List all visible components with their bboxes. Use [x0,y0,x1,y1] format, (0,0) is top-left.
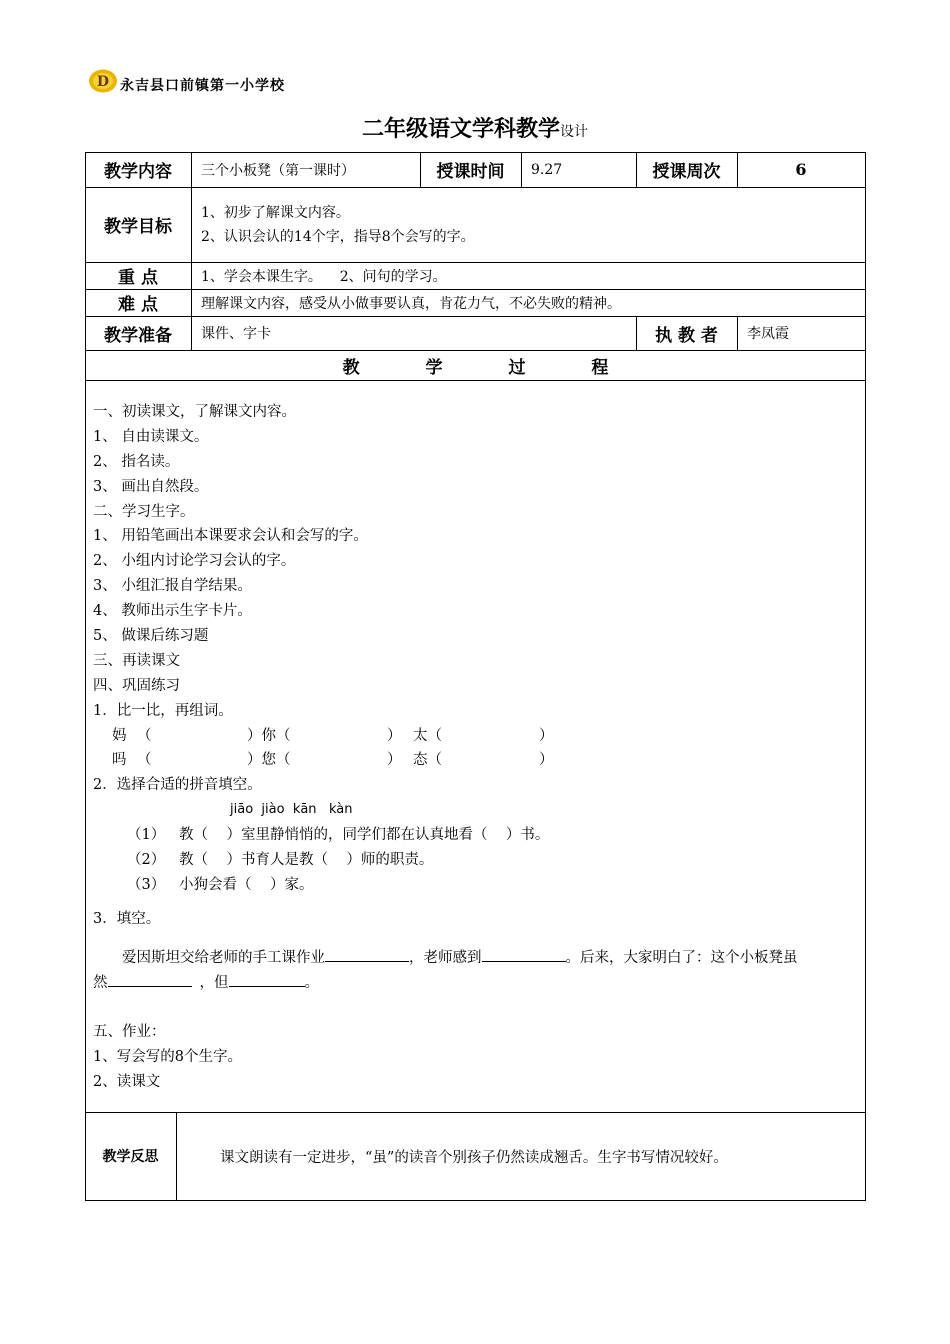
process-line: 二、学习生字。 [93,503,195,520]
process-line: 1．比一比，再组词。 [93,702,233,719]
question-3-line-1: 爱因斯坦交给老师的手工课作业 ，老师感到 。后来，大家明白了：这个小板凳虽 [93,946,863,971]
key-label: 重 点 [118,268,158,288]
goal-item: 1、初步了解课文内容。 [201,204,350,221]
goals-list [201,187,851,262]
prep-value: 课件、字卡 [201,326,271,342]
fill-blank [325,946,409,962]
school-logo-icon [88,68,118,94]
pinyin-options: jiāo jiào kān kàn [230,802,353,818]
teaching-process [93,400,863,1095]
homework-title: 五、作业： [93,1024,166,1041]
process-heading: 教 学 过 程 [342,357,609,378]
question-3-title: 3．填空。 [93,910,161,927]
process-line: 四、巩固练习 [93,677,180,694]
difficulty-value: 理解课文内容，感受从小做事要认真，肯花力气，不必失败的精神。 [201,295,621,312]
question-2-title: 2．选择合适的拼音填空。 [93,777,262,794]
question-2-item: （3） 小狗会看（ ）家。 [127,876,314,893]
fill-blank [482,946,566,962]
goals-label: 教学目标 [104,217,172,237]
question-2-item: （2） 教（ ）书育人是教（ ）师的职责。 [127,852,434,869]
fill-blank [229,971,305,987]
process-line: 1、 用铅笔画出本课要求会认和会写的字。 [93,528,368,545]
key-value: 1、学会本课生字。 2、问句的学习。 [201,268,447,285]
process-line: 3、 小组汇报自学结果。 [93,578,252,595]
week-label: 授课周次 [652,162,721,182]
homework-item: 2、读课文 [93,1074,161,1091]
time-label: 授课时间 [436,162,505,182]
process-line: 2、 小组内讨论学习会认的字。 [93,553,296,570]
school-header [88,66,285,96]
week-value: 6 [795,160,807,179]
process-line: 1、 自由读课文。 [93,428,209,445]
process-line: 3、 画出自然段。 [93,478,209,495]
teacher-label: 执 教 者 [655,325,718,346]
homework-item: 1、写会写的8个生字。 [93,1049,242,1066]
compare-row: 妈 （ ）你（ ） 太（ ） [112,727,554,744]
document-title-suffix: 设计 [560,124,588,140]
process-line: 一、初读课文，了解课文内容。 [93,404,296,420]
question-2-item: （1） 教（ ）室里静悄悄的，同学们都在认真地看（ ）书。 [127,827,550,844]
content-value: 三个小板凳（第一课时） [201,162,355,179]
compare-row: 吗 （ ）您（ ） 态（ ） [112,752,554,769]
goal-item: 2、认识会认的14个字，指导8个会写的字。 [201,228,475,245]
school-name: 永吉县口前镇第一小学校 [120,78,285,94]
fill-blank [108,971,192,987]
reflection-text: 课文朗读有一定进步，“虽”的读音个别孩子仍然读成翘舌。生字书写情况较好。 [220,1149,728,1166]
document-title [0,112,950,143]
reflection-label: 教学反思 [102,1149,159,1165]
time-value: 9.27 [531,161,563,178]
process-line: 2、 指名读。 [93,453,180,470]
prep-label: 教学准备 [104,325,172,346]
question-3-line-2: 然 ，但 。 [93,971,863,996]
document-title-main: 二年级语文学科教学 [361,117,560,142]
difficulty-label: 难 点 [118,295,158,315]
process-line: 三、再读课文 [93,652,180,669]
teacher-name: 李凤霞 [747,326,789,342]
process-line: 5、 做课后练习题 [93,628,209,645]
lesson-plan-table [85,152,865,1200]
svg-text:D: D [96,74,110,90]
process-line: 4、 教师出示生字卡片。 [93,603,252,620]
content-label: 教学内容 [104,162,172,182]
